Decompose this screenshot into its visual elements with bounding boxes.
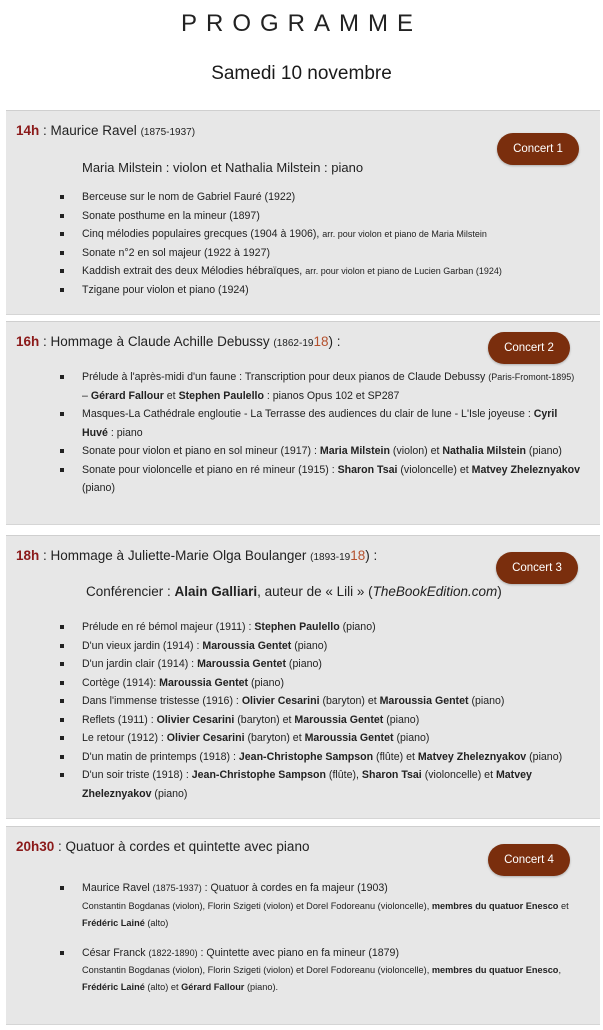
list-item: D'un matin de printemps (1918) : Jean-Christophe Sampson (flûte) et Matvey Zheleznyakov (piano) [56,748,580,767]
list-item: Sonate posthume en la mineur (1897) [56,207,580,226]
performers: Maria Milstein : violon et Nathalia Milstein : piano [82,160,364,175]
works-list [56,188,580,299]
composer-dates-highlight: 18 [350,548,366,563]
concert-1-heading [16,123,195,138]
list-item: Sonate pour violon et piano en sol mineur (1917) : Maria Milstein (violon) et Nathalia Milstein (piano) [56,442,580,461]
concert-time: 18h [16,548,40,563]
list-item: Tzigane pour violon et piano (1924) [56,281,580,300]
concert-time: 16h [16,334,40,349]
concert-time: 20h30 [16,839,55,854]
list-item: Sonate pour violoncelle et piano en ré mineur (1915) : Sharon Tsai (violoncelle) et Matvey Zheleznyakov (piano) [56,461,580,498]
concert-3-panel [6,535,600,819]
list-item: Dans l'immense tristesse (1916) : Olivier Cesarini (baryton) et Maroussia Gentet (piano) [56,692,580,711]
concert-time: 14h [16,123,40,138]
list-item: Le retour (1912) : Olivier Cesarini (baryton) et Maroussia Gentet (piano) [56,729,580,748]
list-item: D'un vieux jardin (1914) : Maroussia Gentet (piano) [56,637,580,656]
concert-2-badge[interactable]: Concert 2 [488,332,570,364]
heading-colon: ) : [328,334,341,349]
separator: : [54,839,66,854]
list-item: Masques-La Cathédrale engloutie - La Terrasse des audiences du clair de lune - L'Isle joyeuse : Cyril Huvé : piano [56,405,580,442]
composer: Maurice Ravel [50,123,141,138]
list-item: D'un soir triste (1918) : Jean-Christophe Sampson (flûte), Sharon Tsai (violoncelle) et Matvey Zheleznyakov (piano) [56,766,580,803]
separator: : [39,334,51,349]
list-item: Reflets (1911) : Olivier Cesarini (baryton) et Maroussia Gentet (piano) [56,711,580,730]
composer-dates: (1875-1937) [140,127,196,138]
concert-2-panel [6,321,600,525]
page-date: Samedi 10 novembre [211,63,392,84]
separator: : [39,123,51,138]
works-list [56,368,580,498]
list-item: Prélude en ré bémol majeur (1911) : Stephen Paulello (piano) [56,618,580,637]
list-item: Berceuse sur le nom de Gabriel Fauré (1922) [56,188,580,207]
concert-3-badge[interactable]: Concert 3 [496,552,578,584]
list-item: Prélude à l'après-midi d'un faune : Transcription pour deux pianos de Claude Debussy (Paris-Fromont-1895) – Gérard Fallour et Stephen Paulello : pianos Opus 102 et SP287 [56,368,580,405]
concert-title: Quatuor à cordes et quintette avec piano [65,839,310,854]
page-title: PROGRAMME [180,10,422,37]
list-item: D'un jardin clair (1914) : Maroussia Gentet (piano) [56,655,580,674]
concert-title: Hommage à Juliette-Marie Olga Boulanger [50,548,311,563]
concert-2-heading [16,334,340,349]
list-item: Cinq mélodies populaires grecques (1904 à 1906), arr. pour violon et piano de Maria Milstein [56,225,580,244]
composer-dates: (1862-19 [273,338,314,349]
concert-3-heading [16,548,377,563]
concert-title: Hommage à Claude Achille Debussy [50,334,274,349]
list-item: Kaddish extrait des deux Mélodies hébraïques, arr. pour violon et piano de Lucien Garban (1924) [56,262,580,281]
concert-4-panel [6,826,600,1025]
lecturer: Conférencier : Alain Galliari, auteur de « Lili » (TheBookEdition.com) [86,584,502,599]
concert-1-panel [6,110,600,315]
works-list [56,618,580,803]
heading-colon: ) : [365,548,378,563]
concert-1-badge[interactable]: Concert 1 [497,133,579,165]
list-item: Cortège (1914): Maroussia Gentet (piano) [56,674,580,693]
works-list [56,879,580,1008]
composer-dates-highlight: 18 [313,334,329,349]
list-item: César Franck (1822-1890) : Quintette avec piano en fa mineur (1879) Constantin Bogdanas (violon), Florin Szigeti (violon) et Dorel Fodoreanu (violoncelle), membres du quatuor Enesco, Frédéric Lainé (alto) et Gérard Fallour (piano). [56,944,580,997]
concert-4-heading [16,839,309,854]
list-item: Sonate n°2 en sol majeur (1922 à 1927) [56,244,580,263]
separator: : [39,548,51,563]
concert-4-badge[interactable]: Concert 4 [488,844,570,876]
composer-dates: (1893-19 [310,552,351,563]
list-item: Maurice Ravel (1875-1937) : Quatuor à cordes en fa majeur (1903) Constantin Bogdanas (violon), Florin Szigeti (violon) et Dorel Fodoreanu (violoncelle), membres du quatuor Enesco et Frédéric Lainé (alto) [56,879,580,932]
